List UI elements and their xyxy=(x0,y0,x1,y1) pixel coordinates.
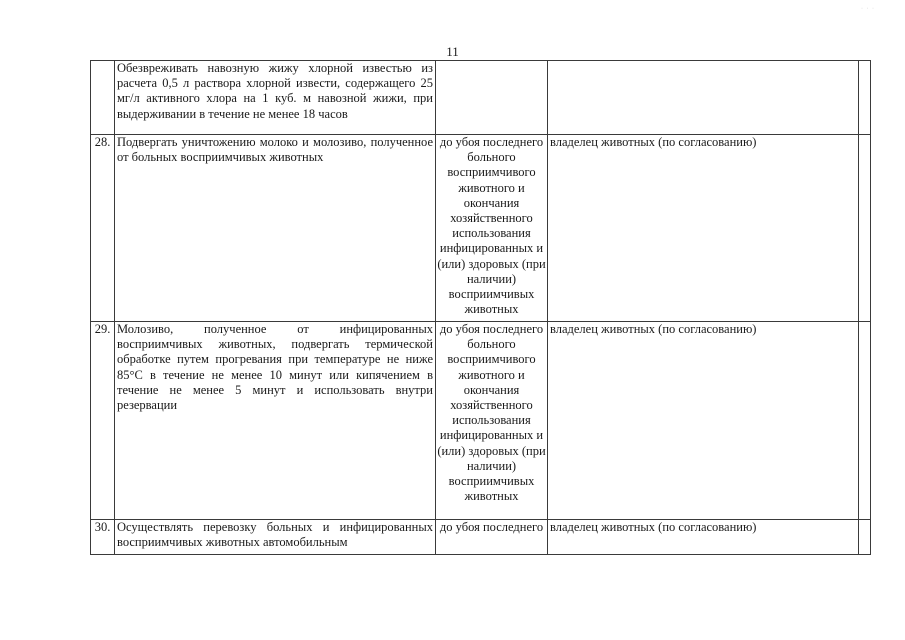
measures-table xyxy=(90,60,871,555)
table-row xyxy=(91,322,871,520)
row-number-cell: 28. xyxy=(91,135,115,322)
action-cell: Обезвреживать навозную жижу хлорной известью из расчета 0,5 л раствора хлорной извести, содержащего 25 мг/л активного хлора на 1 куб. м навозной жижи, при выдерживании в течение не менее 18 часов xyxy=(115,61,436,135)
page-number: 11 xyxy=(446,44,459,59)
row-number-cell: 30. xyxy=(91,520,115,555)
table-row xyxy=(91,61,871,135)
responsible-cell: владелец животных (по согласованию) xyxy=(548,135,859,322)
responsible-cell: владелец животных (по согласованию) xyxy=(548,322,859,520)
action-cell: Осуществлять перевозку больных и инфицированных восприимчивых животных автомобильным xyxy=(115,520,436,555)
extra-cell xyxy=(859,520,871,555)
extra-cell xyxy=(859,61,871,135)
term-cell: до убоя последнего xyxy=(436,520,548,555)
row-number-cell: 29. xyxy=(91,322,115,520)
table-row xyxy=(91,520,871,555)
term-cell: до убоя последнего больного восприимчивого животного и окончания хозяйственного использования инфицированных и (или) здоровых (при наличии) восприимчивых животных xyxy=(436,322,548,520)
term-cell: до убоя последнего больного восприимчивого животного и окончания хозяйственного использования инфицированных и (или) здоровых (при наличии) восприимчивых животных xyxy=(436,135,548,322)
responsible-cell: владелец животных (по согласованию) xyxy=(548,520,859,555)
scan-artifact: · · · xyxy=(861,6,875,12)
extra-cell xyxy=(859,322,871,520)
row-number-cell xyxy=(91,61,115,135)
action-cell: Молозиво, полученное от инфицированных восприимчивых животных, подвергать термической обработке путем прогревания при температуре не ниже 85°C в течение не менее 10 минут или кипячением в течение не менее 5 минут и использовать внутри резервации xyxy=(115,322,436,520)
responsible-cell xyxy=(548,61,859,135)
extra-cell xyxy=(859,135,871,322)
action-cell: Подвергать уничтожению молоко и молозиво, полученное от больных восприимчивых животных xyxy=(115,135,436,322)
term-cell xyxy=(436,61,548,135)
table-row xyxy=(91,135,871,322)
